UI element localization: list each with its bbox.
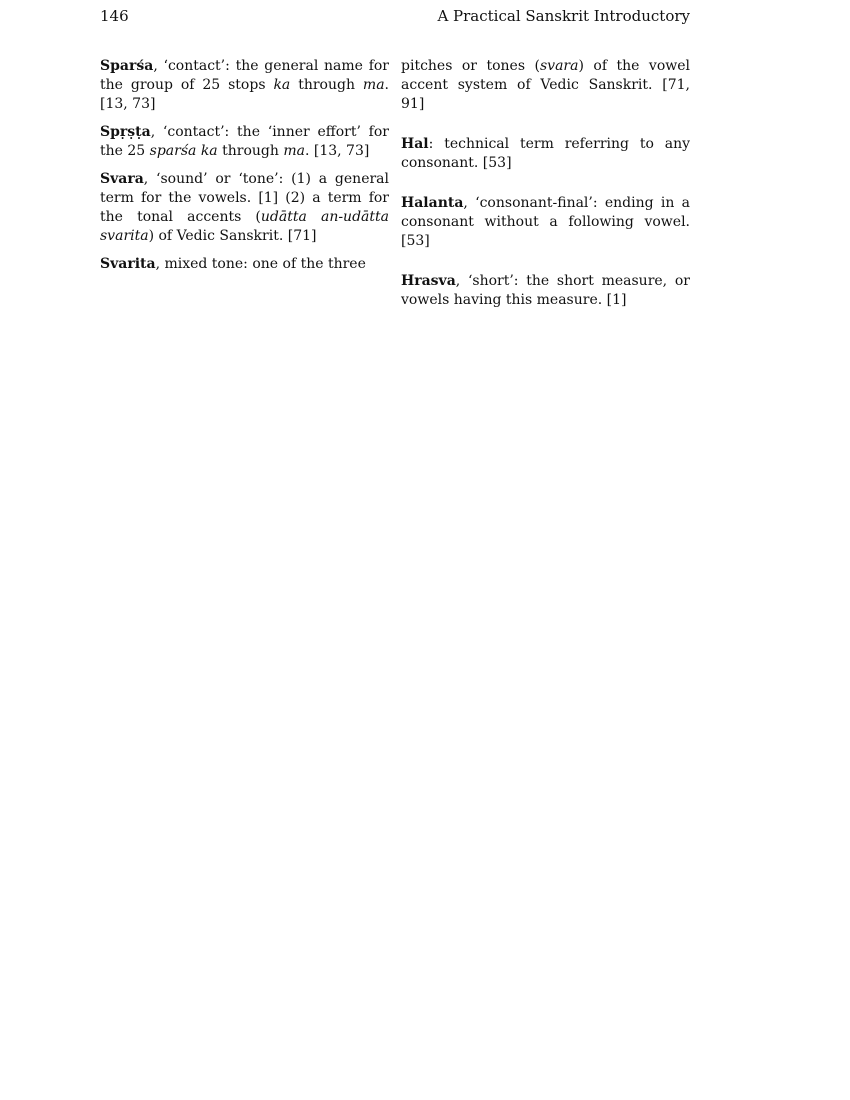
glossary-entry-halanta [401,194,690,251]
entry-term: Spṛṣṭa [100,124,151,140]
entry-text: : technical term referring to any consonant. [53] [401,136,690,171]
entry-text: , ‘contact’: the ‘inner effort’ for the 25 [100,124,389,159]
entry-term: Halanta [401,195,464,211]
entry-italic: ma [362,77,385,93]
entry-text: , ‘sound’ or ‘tone’: (1) a general term for the vowels. [1] (2) a term for the tonal accents ( [100,171,389,225]
entry-text: , ‘consonant-final’: ending in a consonant without a following vowel. [53] [401,195,690,249]
entry-text: . [13, 73] [100,77,389,112]
right-column [401,57,690,319]
entry-text: pitches or tones ( [401,58,540,74]
entry-text: , ‘contact’: the general name for the group of 25 stops [100,58,389,93]
glossary-entry-svara [100,170,389,246]
entry-italic: ma [283,143,305,159]
spacer [401,260,690,272]
entry-italic: sparśa ka [149,143,218,159]
entry-text: through [290,77,363,93]
entry-text: , ‘short’: the short measure, or vowels having this measure. [1] [401,273,690,308]
entry-term: Svara [100,171,144,187]
entry-italic: ka [273,77,291,93]
entry-term: Svarita [100,256,156,272]
glossary-entry-hal [401,135,690,173]
glossary-entry-svarita-continued [401,57,690,114]
entry-italic: svara [539,58,579,74]
entry-italic: udātta an-udātta svarita [100,209,389,244]
left-column [100,57,389,319]
glossary-entry-sparsa [100,57,389,114]
entry-text: . [13, 73] [304,143,370,159]
running-title: A Practical Sanskrit Introductory [437,7,690,25]
spacer [401,182,690,194]
entry-term: Hal [401,136,429,152]
entry-term: Sparśa [100,58,154,74]
entry-text: , mixed tone: one of the three [155,256,366,272]
entry-text: ) of the vowel accent system of Vedic Sanskrit. [71, 91] [401,58,690,112]
glossary-entry-hrasva [401,272,690,310]
entry-text: through [217,143,284,159]
page-number: 146 [100,7,129,25]
glossary-entry-svarita [100,255,389,274]
page-header [100,6,690,26]
spacer [401,123,690,135]
glossary-columns [100,57,690,319]
entry-text: ) of Vedic Sanskrit. [71] [148,228,317,244]
glossary-entry-sprsta [100,123,389,161]
entry-term: Hrasva [401,273,456,289]
